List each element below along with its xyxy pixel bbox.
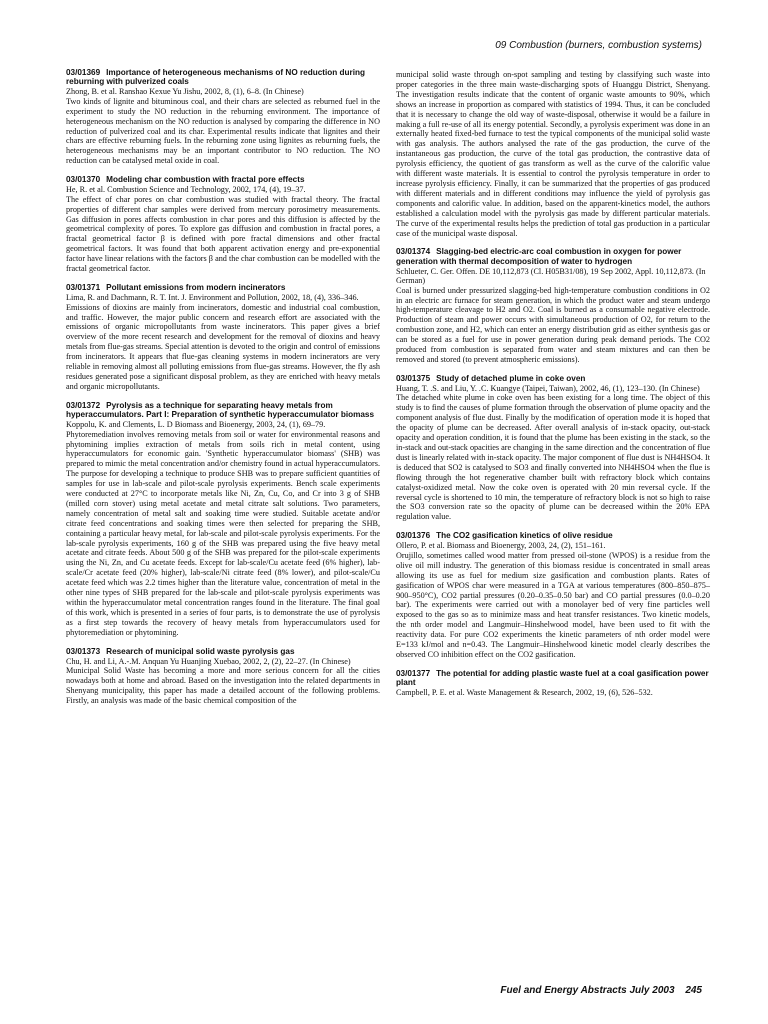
entry-id: 03/01370 [66, 175, 101, 185]
abstract-entry [66, 68, 380, 166]
entry-citation: Zhong, B. et al. Ranshao Kexue Yu Jishu, 2002, 8, (1), 6–8. (In Chinese) [66, 87, 304, 97]
entry-title: Modeling char combustion with fractal pore effects [106, 175, 305, 185]
entry-id: 03/01376 [396, 531, 431, 541]
journal-name: Fuel and Energy Abstracts [500, 985, 627, 996]
entry-title: The CO2 gasification kinetics of olive residue [436, 531, 613, 541]
entry-abstract: Two kinds of lignite and bituminous coal, and their chars are selected as reburned fuel in the experiment to study the NO reduction in the reburning environment. The importance of heterogeneous mechanism on the NO reduction is analysed by comparing the difference in NO reduction of pulverized coal and its char. Experimental results indicate that lignites and their chars are effective reburning fuels. In the reburning zone using lignites as reburning fuels, the heterogeneous mechanisms may be an important contributor to NO reduction. The NO reduction can be catalysed metal oxide in coal. [66, 96, 380, 166]
entry-citation: Schlueter, C. Ger. Offen. DE 10,112,873 (Cl. H05B31/08), 19 Sep 2002, Appl. 10,112,873. (In German) [396, 266, 706, 286]
entry-citation: Huang, T. .S. and Liu, Y. .C. Kuangye (Taipei, Taiwan), 2002, 46, (1), 123–130. (In Chinese) [396, 384, 700, 394]
entry-abstract: municipal solid waste through on-spot sampling and testing by classifying such waste into proper categories in the three main waste-discharging spots of Huanggu District, Shenyang. The investigation results indicate that the content of organic waste amounts to 90%, which shows an increase in proportion as compared with statistics of 1994. Thus, it can be concluded that it is necessary to change the old way of waste-disposal, otherwise it would be a failure in making a full re-use of all its energy potential. Secondly, a pyrolysis experiment was done in an externally heated fixed-bed furnace to test the typical components of the municipal solid waste with gas analysis. The authors analysed the rate of the gas production, the curve of the instantaneous gas production, the curve of the total gas production, the contrastive data of pyrolysis efficiency, the quotient of gas transform as well as the curve of the calorific value with different waste materials. It is essential to control the pyrolysis temperature in order to increase pyrolysis efficiency. Finally, it can be summarized that the properties of gas produced with different materials and in different conditions may influence the yield of pyrolysis gas components and calorific value. In addition, based on the apparent-kinetics model, the authors established a calculation model with the pyrolysis gas made by different particular materials. The curve of the experimental results helps the prediction of total gas production in a particular case of the municipal waste disposal. [396, 70, 710, 238]
running-footer [500, 985, 702, 996]
entry-citation: Campbell, P. E. et al. Waste Management & Research, 2002, 19, (6), 526–532. [396, 688, 653, 698]
left-column [66, 68, 380, 715]
entry-abstract: The effect of char pores on char combustion was studied with fractal theory. The fractal properties of different char samples were derived from mercury porosimetry measurements. Gas diffusion in pores affects combustion in char pores and this diffusion is affected by the geometrical complexity of pores. To explore gas diffusion and combustion in fractal pores, a fractal geometrical factor β is defined with pore fractal dimensions and other fractal geometrical factors. It was found that both apparent activation energy and pre-exponential factor have linear relations with the factors β and the char combustion can be modelled with the fractal geometrical factor. [66, 194, 380, 274]
entry-heading [66, 647, 380, 656]
entry-heading [396, 531, 710, 540]
entry-heading [396, 669, 710, 687]
entry-title: Study of detached plume in coke oven [436, 373, 586, 383]
entry-id: 03/01375 [396, 373, 431, 383]
page-number: 245 [685, 985, 702, 996]
entry-heading [396, 247, 710, 265]
entry-heading [396, 374, 710, 383]
running-header: 09 Combustion (burners, combustion systems) [495, 40, 702, 51]
entry-id: 03/01371 [66, 283, 101, 293]
entry-citation: Ollero, P. et al. Biomass and Bioenergy, 2003, 24, (2), 151–161. [396, 541, 606, 551]
entry-id: 03/01369 [66, 68, 101, 77]
entry-citation: He, R. et al. Combustion Science and Technology, 2002, 174, (4), 19–37. [66, 185, 306, 195]
abstract-entry [66, 175, 380, 274]
entry-heading [66, 68, 380, 86]
abstract-entry [396, 247, 710, 364]
issue-date: July 2003 [629, 985, 675, 996]
entry-citation: Chu, H. and Li, A.-.M. Anquan Yu Huanjing Xuebao, 2002, 2, (2), 22–27. (In Chinese) [66, 656, 351, 666]
entry-id: 03/01372 [66, 400, 101, 410]
entry-abstract: Orujillo, sometimes called wood matter from pressed oil-stone (WPOS) is a residue from the olive oil mill industry. The generation of this biomass residue is concentrated in small areas allowing its use as fuel for medium size gasification and combustion plants. Rates of gasification of WPOS char were measured in a TGA at various temperatures (800–850–875–900–950°C), CO2 partial pressures (0.20–0.35–0.50 bar) and CO partial pressures (0.0–0.20 bar). The experiments were carried out with a monolayer bed of very fine particles well exposed to the gas so as to minimize mass and heat transfer resistances. Two kinetic models, the nth order model and Langmuir–Hinshelwood model, have been used to fit with the reactivity data. For pure CO2 experiments the kinetic parameters of nth order model were E=133 kJ/mol and n=0.43. The Langmuir–Hinshelwood kinetic model clearly describes the observed CO inhibition effect on the CO2 gasification. [396, 550, 710, 659]
entry-citation: Koppolu, K. and Clements, L. D Biomass and Bioenergy, 2003, 24, (1), 69–79. [66, 420, 326, 430]
entry-title: Pyrolysis as a technique for separating heavy metals from hyperaccumulators. Part I: Preparation of synthetic hyperaccumulator biomass [66, 400, 375, 419]
entry-title: Research of municipal solid waste pyrolysis gas [106, 646, 295, 656]
abstract-entry [396, 70, 710, 238]
abstract-entry [396, 531, 710, 660]
entry-title: Slagging-bed electric-arc coal combustion in oxygen for power generation with thermal decomposition of water to hydrogen [396, 247, 682, 266]
entry-id: 03/01374 [396, 247, 431, 257]
entry-abstract: The detached white plume in coke oven has been existing for a long time. The object of this study is to find the causes of plume formation through the observation of plume opacity and the component analysis of flue dust. Finally by the modification of operation mode it is hoped that the opacity of plume can be decreased. After overall analysis of in-stack opacity, out-stack opacity and operation condition, it is found that the plume has been existing in the stack, so the in-stack and out-stack opacities are changing in the same direction and the concentration of flue dust is linearly related with in-stack opacity. The major component of flue dust is NH4HSO4. It is deduced that SO2 is catalysed to SO3 and finally converted into NH4HSO4 when the flue is flowing through the hot regenerative chamber built with refractory block which contains catalyst-oxidized metal. Now the coke oven is operated with 20 min reversal cycle. If the reversal cycle is shortened to 10 min, the temperature of refractory block is not so high to raise the SO3 conversion rate so the opacity of plume can be decreased within the 20% EPA regulation value. [396, 393, 710, 522]
entry-citation: Lima, R. and Dachmann, R. T. Int. J. Environment and Pollution, 2002, 18, (4), 336–346. [66, 293, 359, 303]
abstract-entry [66, 401, 380, 638]
abstract-entry [396, 669, 710, 698]
abstract-entry [66, 647, 380, 706]
right-column [396, 70, 710, 707]
entry-heading [66, 175, 380, 184]
entry-title: Pollutant emissions from modern incinerators [106, 283, 286, 293]
entry-title: The potential for adding plastic waste fuel at a coal gasification power plant [396, 668, 709, 688]
entry-id: 03/01377 [396, 668, 431, 678]
entry-abstract: Phytoremediation involves removing metals from soil or water for environmental reasons and phytomining implies extraction of metals from soils rich in metal content, using hyperaccumulators for economic gain. 'Synthetic hyperaccumulator biomass' (SHB) was prepared to mimic the metal concentration and/or chemistry found in actual hyperaccumulators. The purpose for developing a technique to produce SHB was to prepare sufficient quantities of samples for use in lab-scale and pilot-scale pyrolysis experiments. Bench scale experiments were conducted at 27°C to incorporate metals like Ni, Zn, Cu, Co, and Cr into 3 g of SHB (milled corn stover) using metal acetate and metal citrate salt solutions. Two parameters, namely concentration of metal salt and soaking time were studied. Suitable acetate and/or citrate feed concentrations and soaking times were then selected for preparing the SHB, containing a particular heavy metal, for lab-scale and pilot-scale pyrolysis experiments. For the lab-scale pyrolysis experiments, 160 g of the SHB was prepared using the five heavy metal acetate and citrate feeds. About 500 g of the SHB was prepared for the pilot-scale experiments using the Ni, Zn, and Cu acetate feeds. Except for lab-scale/Cu acetate feed (6% higher), lab-scale/Cr acetate feed (20% higher), lab-scale/Ni citrate feed (8% lower), and pilot-scale/Cu acetate feed which was 2.2 times higher than the literature value, concentration of metal in the other nine types of SHB prepared for the lab-scale and pilot-scale pyrolysis experiments was within the hyperaccumulator metal concentration ranges found in the literature. The final goal of this work, which is presented in a series of four parts, is to demonstrate the use of pyrolysis as a first step towards the recovery of heavy metals from hyperaccumulators used for phytoremediation or phytomining. [66, 429, 380, 637]
entry-id: 03/01373 [66, 646, 101, 656]
entry-abstract: Coal is burned under pressurized slagging-bed high-temperature combustion conditions in O2 in an electric arc furnace for steam generation, in which the product water and steam undergo high-temperature cleavage to H2 and O2. Coal is burned as a consumable negative electrode. Production of steam and power occurs with simultaneous production of O2, for return to the combustion zone, and H2, which can enter an energy distribution grid as either synthesis gas or can be stored as a fuel for use in power generation during peak demand periods. The CO2 produced from combustion is separated from water and steam mixtures and can then be removed and stored (to prevent atmospheric emissions). [396, 285, 710, 364]
abstract-entry [66, 283, 380, 392]
entry-heading [66, 401, 380, 419]
entry-heading [66, 283, 380, 292]
entry-abstract: Emissions of dioxins are mainly from incinerators, domestic and industrial coal combustion, and traffic. However, the major public concern and research effort are associated with the emissions of organic micropollutants from waste incinerators. This paper gives a brief overview of the more recent research and development for the removal of dioxins and heavy metals from flue-gas streams. Special attention is devoted to the origin and control of emissions from incinerators. It appears that flue-gas cleaning systems in modern incinerators are very reliable in removing almost all polluting emissions from flue-gas streams. However, the fly ash residues generated pose a significant disposal problem, as they are enriched with heavy metals and organic micropollutants. [66, 302, 380, 391]
entry-abstract: Municipal Solid Waste has becoming a more and more serious concern for all the cities nowadays both at home and abroad. Based on the investigation into the related departments in Shenyang municipality, this paper has made a detailed account of the following problems. Firstly, an analysis was made of the basic chemical composition of the [66, 666, 380, 705]
abstract-entry [396, 374, 710, 522]
entry-title: Importance of heterogeneous mechanisms of NO reduction during reburning with pulverized coals [66, 68, 366, 87]
